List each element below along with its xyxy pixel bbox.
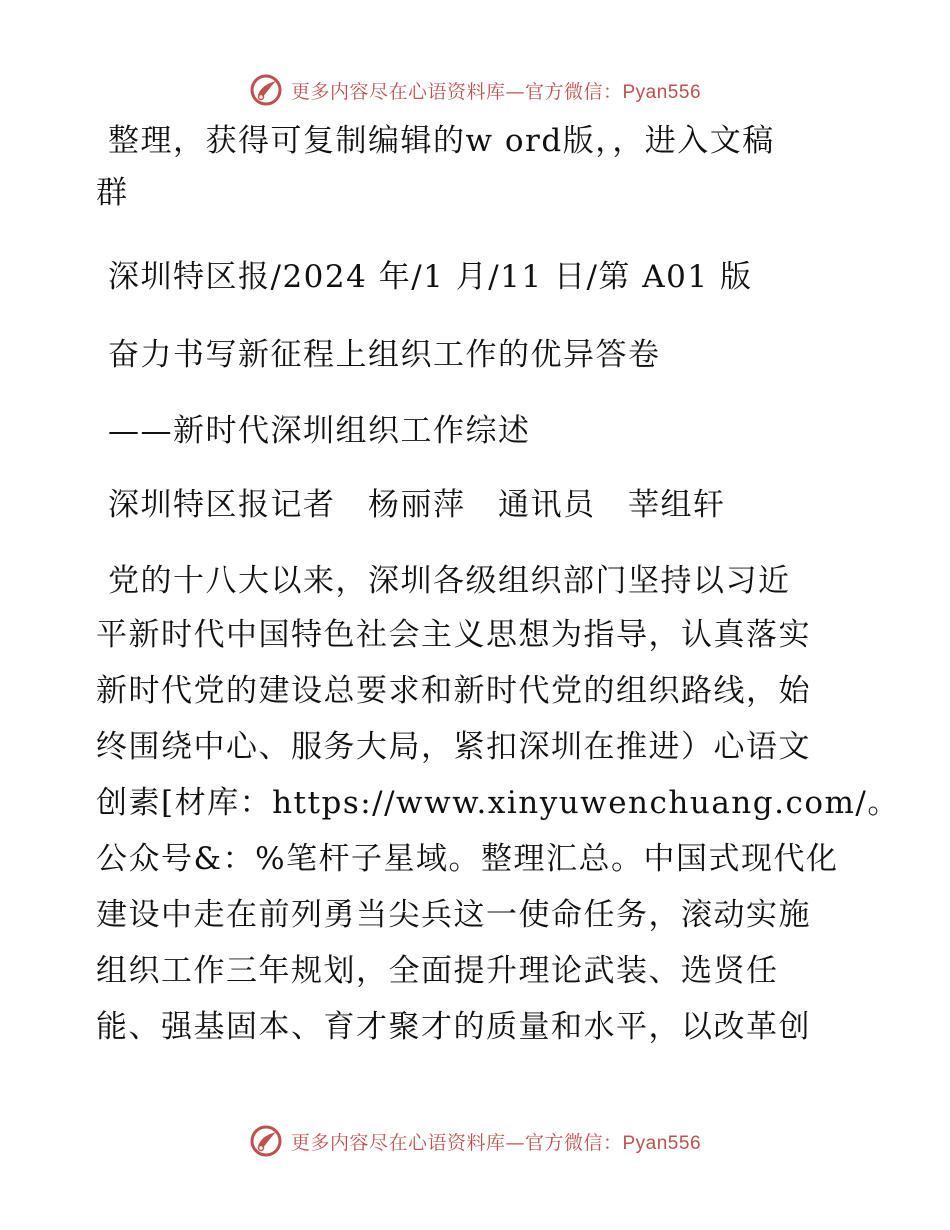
- byline: 深圳特区报记者 杨丽萍 通讯员 莘组轩: [108, 487, 726, 523]
- brand-logo-icon: [249, 1124, 283, 1158]
- text-line: 整理，获得可复制编辑的w ord版，，进入文稿: [108, 123, 775, 159]
- paragraph-line: 终围绕中心、服务大局，紧扣深圳在推进）心语文: [96, 729, 811, 765]
- paragraph-line: 能、强基固本、育才聚才的质量和水平，以改革创: [96, 1009, 811, 1045]
- brand-logo-icon: [249, 73, 283, 107]
- paragraph-line: 创素[材库：https://www.xinyuwenchuang.com/。: [96, 785, 900, 821]
- watermark-text: 更多内容尽在心语资料库—官方微信：Pyan556: [290, 80, 702, 103]
- article-title: 奋力书写新征程上组织工作的优异答卷: [108, 337, 661, 373]
- paragraph-line: 平新时代中国特色社会主义思想为指导，认真落实: [96, 617, 811, 653]
- paragraph-line: 党的十八大以来，深圳各级组织部门坚持以习近: [108, 563, 791, 599]
- watermark-text: 更多内容尽在心语资料库—官方微信：Pyan556: [290, 1131, 702, 1154]
- header-watermark: [0, 70, 950, 110]
- paragraph-line: 组织工作三年规划，全面提升理论武装、选贤任: [96, 953, 779, 989]
- paragraph-line: 公众号&：%笔杆子星域。整理汇总。中国式现代化: [96, 841, 839, 877]
- paragraph-line: 建设中走在前列勇当尖兵这一使命任务，滚动实施: [96, 897, 811, 933]
- text-line: 群: [96, 175, 129, 211]
- footer-watermark: [0, 1121, 950, 1161]
- article-subtitle: ——新时代深圳组织工作综述: [108, 413, 531, 449]
- paragraph-line: 新时代党的建设总要求和新时代党的组织路线，始: [96, 673, 811, 709]
- dateline: 深圳特区报/2024 年/1 月/11 日/第 A01 版: [108, 259, 753, 295]
